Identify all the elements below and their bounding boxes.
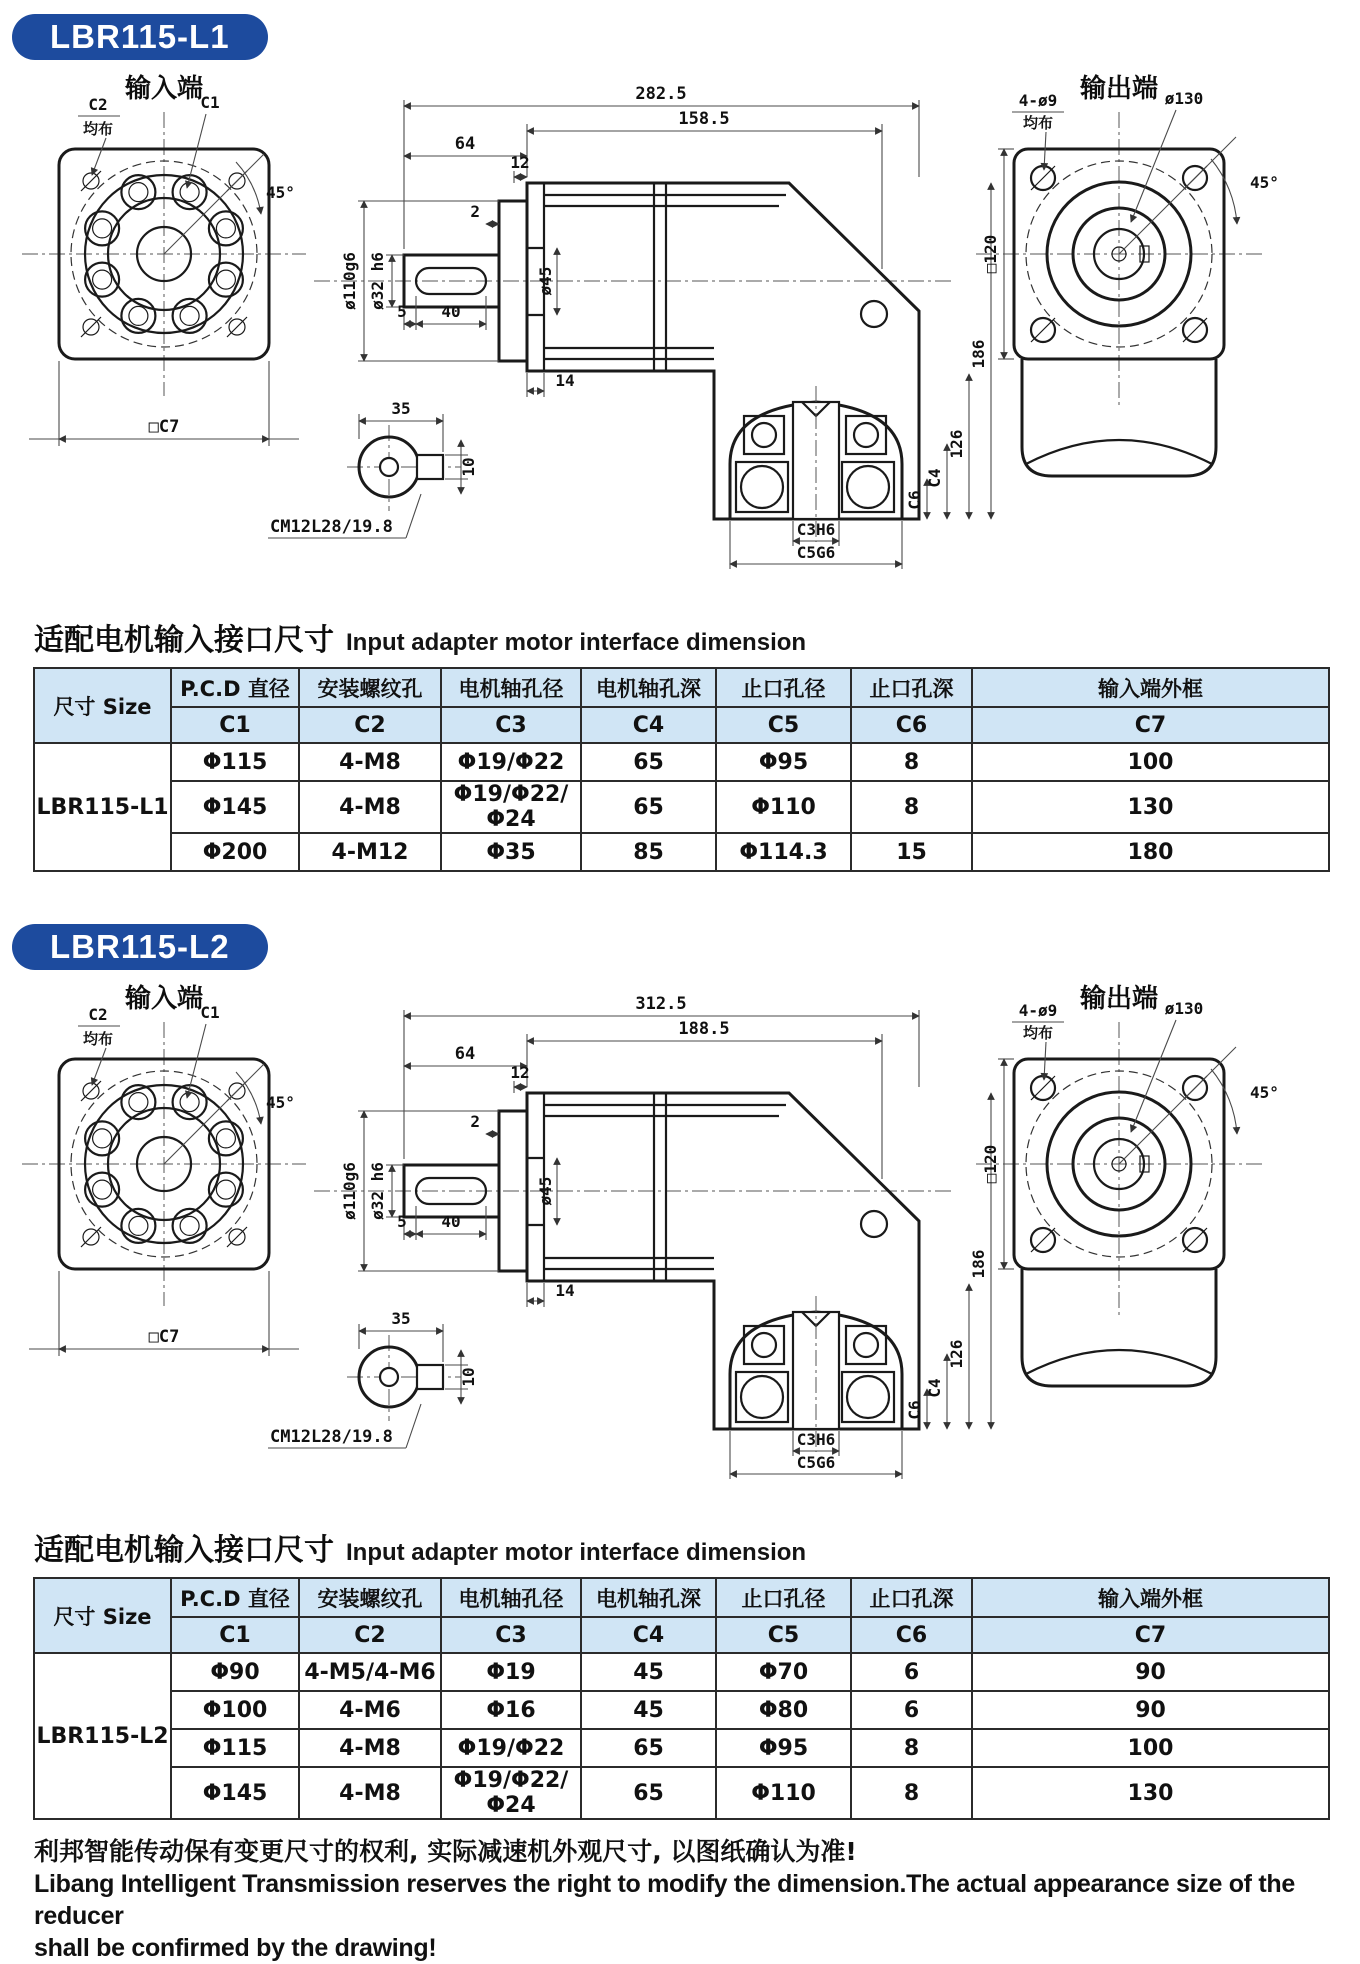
dim-label: 186 <box>969 339 988 369</box>
dim-label: 45° <box>266 183 295 202</box>
disclaimer-en-line1: Libang Intelligent Transmission reserves the right to modify the dimension.The actual appearance size of the reducer <box>34 1870 1295 1930</box>
dim-label: ø130 <box>1164 999 1204 1018</box>
dim-label: 均布 <box>1022 114 1054 132</box>
table-cell: Φ19 <box>441 1653 581 1691</box>
dim-label: ø45 <box>536 1176 555 1206</box>
dim-label: 45° <box>1250 173 1279 192</box>
table-row <box>34 781 1329 833</box>
dim-label: C3H6 <box>796 1430 836 1449</box>
col-header: P.C.D 直径 <box>171 668 299 707</box>
dim-label: C1 <box>200 1003 220 1022</box>
dim-label: ø130 <box>1164 89 1204 108</box>
col-code: C7 <box>972 707 1329 743</box>
dim-label: □C7 <box>148 1327 180 1347</box>
table-cell: 100 <box>972 1729 1329 1767</box>
col-code: C5 <box>716 1617 851 1653</box>
disclaimer-cn: 利邦智能传动保有变更尺寸的权利, 实际减速机外观尺寸, 以图纸确认为准! <box>34 1837 857 1866</box>
dim-label: 64 <box>454 1044 476 1064</box>
col-header: 止口孔径 <box>716 668 851 707</box>
table-cell: 130 <box>972 1767 1329 1819</box>
dim-label: 均布 <box>1022 1024 1054 1042</box>
table-cell: 4-M8 <box>299 743 441 781</box>
table-cell: Φ19/Φ22 <box>441 743 581 781</box>
col-code: C6 <box>851 1617 972 1653</box>
col-code: C3 <box>441 1617 581 1653</box>
table-cell: Φ19/Φ22/Φ24 <box>441 1767 581 1819</box>
dim-label: 4-ø9 <box>1018 91 1058 110</box>
output-end-title: 输出端 <box>1079 984 1159 1014</box>
table-cell: 90 <box>972 1691 1329 1729</box>
table-row <box>34 1767 1329 1819</box>
table-cell: Φ16 <box>441 1691 581 1729</box>
col-header: 电机轴孔深 <box>581 668 716 707</box>
col-code: C4 <box>581 1617 716 1653</box>
model-badge-lbr115-l2: LBR115-L2 <box>12 924 268 970</box>
table-cell: 4-M6 <box>299 1691 441 1729</box>
col-header-size: 尺寸 Size <box>34 668 171 743</box>
table-cell: Φ90 <box>171 1653 299 1691</box>
dim-label: □120 <box>981 1144 1000 1184</box>
dim-label: 5 <box>397 1212 407 1231</box>
dim-label: 均布 <box>82 1030 114 1048</box>
dim-label: 4-ø9 <box>1018 1001 1058 1020</box>
dim-label: C6 <box>905 490 924 510</box>
dim-label: 14 <box>555 1281 575 1300</box>
dim-label: ø110g6 <box>340 1162 359 1220</box>
dim-label: C5G6 <box>796 543 836 562</box>
dim-label: 282.5 <box>635 84 687 104</box>
table-cell: 65 <box>581 1729 716 1767</box>
dim-label: 2 <box>470 1112 480 1131</box>
model-badge-lbr115-l1: LBR115-L1 <box>12 14 268 60</box>
col-header-size: 尺寸 Size <box>34 1578 171 1653</box>
model-cell: LBR115-L1 <box>34 743 171 871</box>
col-code: C6 <box>851 707 972 743</box>
col-header: 止口孔深 <box>851 1578 972 1617</box>
col-code: C4 <box>581 707 716 743</box>
table-cell: 65 <box>581 1767 716 1819</box>
output-end-title: 输出端 <box>1079 74 1159 104</box>
table-cell: 4-M8 <box>299 1729 441 1767</box>
model-cell: LBR115-L2 <box>34 1653 171 1819</box>
table-cell: 4-M12 <box>299 833 441 871</box>
table-row <box>34 1653 1329 1691</box>
disclaimer-en-line2: shall be confirmed by the drawing! <box>34 1934 437 1962</box>
table-cell: Φ19/Φ22/Φ24 <box>441 781 581 833</box>
dim-label: 12 <box>510 1063 530 1082</box>
table-cell: Φ35 <box>441 833 581 871</box>
dim-label: C2 <box>88 1005 108 1024</box>
col-header: 止口孔深 <box>851 668 972 707</box>
dim-label: ø32 h6 <box>368 1162 387 1220</box>
table-cell: Φ80 <box>716 1691 851 1729</box>
col-code: C2 <box>299 707 441 743</box>
table-cell: 8 <box>851 743 972 781</box>
dim-label: C5G6 <box>796 1453 836 1472</box>
table-cell: 45 <box>581 1653 716 1691</box>
dim-label: 126 <box>947 1339 966 1369</box>
dim-label: 14 <box>555 371 575 390</box>
output-end-view <box>976 73 1279 476</box>
table-cell: 65 <box>581 743 716 781</box>
dim-label: 10 <box>459 457 478 477</box>
side-section-view <box>314 994 991 1479</box>
dim-label: 2 <box>470 202 480 221</box>
table-cell: 4-M8 <box>299 1767 441 1819</box>
table-cell: 90 <box>972 1653 1329 1691</box>
table-cell: 180 <box>972 833 1329 871</box>
col-header: 止口孔径 <box>716 1578 851 1617</box>
keyway-detail-view <box>268 1309 478 1448</box>
dim-label: 126 <box>947 429 966 459</box>
disclaimer <box>34 1832 1360 1964</box>
col-code: C7 <box>972 1617 1329 1653</box>
dim-label: 158.5 <box>678 109 730 129</box>
dim-label: 35 <box>391 399 411 418</box>
dim-label: C2 <box>88 95 108 114</box>
section-title-cn: 适配电机输入接口尺寸 <box>34 1533 334 1568</box>
input-end-title: 输入端 <box>124 984 204 1014</box>
dim-label: □120 <box>981 234 1000 274</box>
table-cell: Φ145 <box>171 1767 299 1819</box>
dim-label: 45° <box>266 1093 295 1112</box>
dim-label: 均布 <box>82 120 114 138</box>
table-cell: 85 <box>581 833 716 871</box>
col-code: C3 <box>441 707 581 743</box>
table-cell: Φ115 <box>171 1729 299 1767</box>
dim-label: 312.5 <box>635 994 687 1014</box>
dim-label: 5 <box>397 302 407 321</box>
dim-label: 186 <box>969 1249 988 1279</box>
keyway-code-label: CM12L28/19.8 <box>270 1427 393 1447</box>
col-code: C2 <box>299 1617 441 1653</box>
interface-dimension-table-l1 <box>33 667 1330 872</box>
output-end-view <box>976 983 1279 1386</box>
col-header: 输入端外框 <box>972 668 1329 707</box>
table-cell: Φ110 <box>716 781 851 833</box>
dim-label: 10 <box>459 1367 478 1387</box>
dim-label: 35 <box>391 1309 411 1328</box>
table-cell: Φ95 <box>716 1729 851 1767</box>
table-cell: 8 <box>851 781 972 833</box>
dim-label: ø110g6 <box>340 252 359 310</box>
section-title <box>34 1525 1360 1569</box>
dim-label: C4 <box>925 468 944 488</box>
interface-dimension-table-l2 <box>33 1577 1330 1820</box>
table-cell: 45 <box>581 1691 716 1729</box>
table-cell: Φ115 <box>171 743 299 781</box>
dim-label: C3H6 <box>796 520 836 539</box>
table-cell: Φ100 <box>171 1691 299 1729</box>
dim-label: □C7 <box>148 417 180 437</box>
col-code: C1 <box>171 707 299 743</box>
dim-label: C6 <box>905 1400 924 1420</box>
table-cell: Φ95 <box>716 743 851 781</box>
col-code: C1 <box>171 1617 299 1653</box>
table-cell: 4-M8 <box>299 781 441 833</box>
table-row <box>34 743 1329 781</box>
table-row <box>34 1691 1329 1729</box>
section-title <box>34 615 1360 659</box>
dim-label: ø32 h6 <box>368 252 387 310</box>
table-cell: Φ19/Φ22 <box>441 1729 581 1767</box>
table-cell: 15 <box>851 833 972 871</box>
col-header: 输入端外框 <box>972 1578 1329 1617</box>
table-cell: Φ200 <box>171 833 299 871</box>
dim-label: 40 <box>441 302 461 321</box>
table-cell: 8 <box>851 1767 972 1819</box>
keyway-detail-view <box>268 399 478 538</box>
input-end-view <box>22 73 306 446</box>
table-row <box>34 1729 1329 1767</box>
col-code: C5 <box>716 707 851 743</box>
dimension-drawing-lbr115-l2 <box>14 974 1344 1519</box>
col-header: 电机轴孔深 <box>581 1578 716 1617</box>
dim-label: ø45 <box>536 266 555 296</box>
input-end-view <box>22 983 306 1356</box>
input-end-title: 输入端 <box>124 74 204 104</box>
table-cell: Φ110 <box>716 1767 851 1819</box>
dimension-drawing-lbr115-l1 <box>14 64 1344 609</box>
side-section-view <box>314 84 991 569</box>
dim-label: 45° <box>1250 1083 1279 1102</box>
dim-label: 64 <box>454 134 476 154</box>
section-title-cn: 适配电机输入接口尺寸 <box>34 623 334 658</box>
table-cell: 4-M5/4-M6 <box>299 1653 441 1691</box>
dim-label: C4 <box>925 1378 944 1398</box>
col-header: 电机轴孔径 <box>441 668 581 707</box>
table-cell: 8 <box>851 1729 972 1767</box>
table-cell: 100 <box>972 743 1329 781</box>
dim-label: 12 <box>510 153 530 172</box>
table-cell: Φ70 <box>716 1653 851 1691</box>
dim-label: 40 <box>441 1212 461 1231</box>
section-title-en: Input adapter motor interface dimension <box>346 1539 807 1566</box>
table-cell: Φ145 <box>171 781 299 833</box>
dim-label: C1 <box>200 93 220 112</box>
table-cell: 130 <box>972 781 1329 833</box>
table-cell: 6 <box>851 1653 972 1691</box>
col-header: 安装螺纹孔 <box>299 668 441 707</box>
table-cell: 6 <box>851 1691 972 1729</box>
col-header: 安装螺纹孔 <box>299 1578 441 1617</box>
table-row <box>34 833 1329 871</box>
keyway-code-label: CM12L28/19.8 <box>270 517 393 537</box>
table-cell: 65 <box>581 781 716 833</box>
col-header: 电机轴孔径 <box>441 1578 581 1617</box>
section-title-en: Input adapter motor interface dimension <box>346 629 807 656</box>
table-cell: Φ114.3 <box>716 833 851 871</box>
col-header: P.C.D 直径 <box>171 1578 299 1617</box>
dim-label: 188.5 <box>678 1019 730 1039</box>
